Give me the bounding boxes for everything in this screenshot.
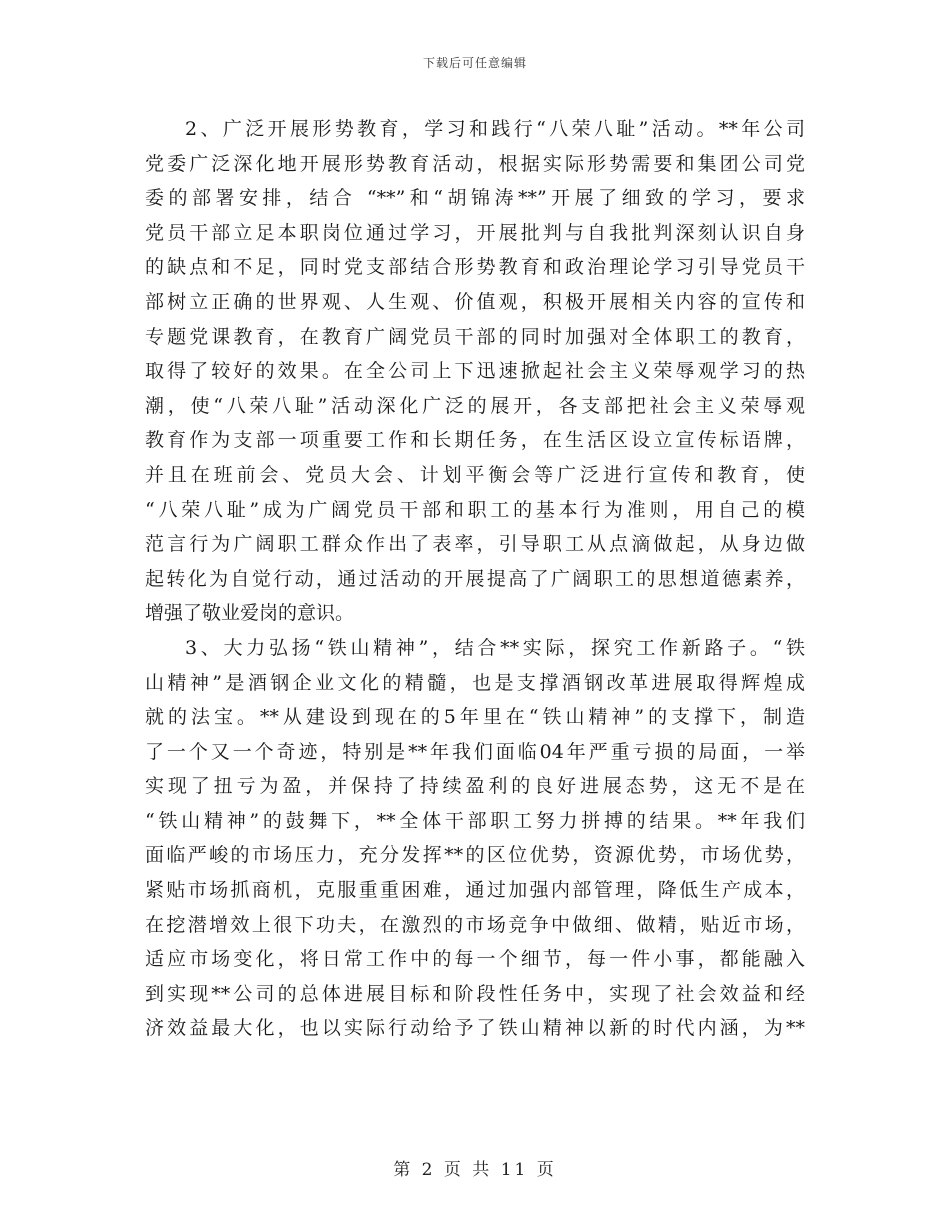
- text-line: 的缺点和不足，同时党支部结合形势教育和政治理论学习引导党员干: [145, 256, 805, 279]
- text-line: 专题党课教育，在教育广阔党员干部的同时加强对全体职工的教育，: [145, 325, 805, 348]
- page-header: 下载后可任意编辑: [422, 56, 527, 70]
- text-line: 紧贴市场抓商机，克服重重困难，通过加强内部管理，降低生产成本，: [145, 879, 805, 902]
- text-line: 在挖潜增效上很下功夫，在激烈的市场竞争中做细、做精，贴近市场，: [145, 913, 805, 936]
- text-line: 增强了敬业爱岗的意识。: [145, 602, 355, 625]
- text-line: 2、广泛开展形势教育，学习和践行“八荣八耻”活动。**年公司: [185, 118, 805, 140]
- text-line: 并且在班前会、党员大会、计划平衡会等广泛进行宣传和教育，使: [145, 463, 805, 486]
- text-line: 党委广泛深化地开展形势教育活动，根据实际形势需要和集团公司党: [145, 152, 805, 175]
- text-line: 3、大力弘扬“铁山精神”，结合**实际，探究工作新路子。“铁: [185, 636, 805, 659]
- page-number-footer: 第 2 页 共 11 页: [393, 1160, 557, 1180]
- text-line: 党员干部立足本职岗位通过学习，开展批判与自我批判深刻认识自身: [145, 221, 805, 244]
- text-line: 面临严峻的市场压力，充分发挥**的区位优势，资源优势，市场优势，: [145, 844, 805, 867]
- text-line: 范言行为广阔职工群众作出了表率，引导职工从点滴做起，从身边做: [145, 533, 805, 556]
- text-line: 起转化为自觉行动，通过活动的开展提高了广阔职工的思想道德素养，: [145, 567, 805, 590]
- text-line: 了一个又一个奇迹，特别是**年我们面临04年严重亏损的局面，一举: [145, 740, 805, 763]
- paragraph-3: [145, 631, 805, 1046]
- text-line: 到实现**公司的总体进展目标和阶段性任务中，实现了社会效益和经: [145, 982, 805, 1005]
- document-body: [145, 112, 805, 1046]
- text-line: 部树立正确的世界观、人生观、价值观，积极开展相关内容的宣传和: [145, 290, 805, 313]
- text-line: 就的法宝。**从建设到现在的5年里在“铁山精神”的支撑下，制造: [145, 706, 805, 729]
- text-line: 取得了较好的效果。在全公司上下迅速掀起社会主义荣辱观学习的热: [145, 360, 805, 383]
- text-line: 潮，使“八荣八耻”活动深化广泛的展开，各支部把社会主义荣辱观: [145, 394, 805, 417]
- text-line: 山精神”是酒钢企业文化的精髓，也是支撑酒钢改革进展取得辉煌成: [145, 671, 805, 694]
- paragraph-2: [145, 112, 805, 631]
- text-line: “八荣八耻”成为广阔党员干部和职工的基本行为准则，用自己的模: [145, 498, 805, 521]
- text-line: “铁山精神”的鼓舞下，**全体干部职工努力拼搏的结果。**年我们: [145, 809, 805, 832]
- text-line: 济效益最大化，也以实际行动给予了铁山精神以新的时代内涵，为**: [145, 1017, 805, 1040]
- text-line: 实现了扭亏为盈，并保持了持续盈利的良好进展态势，这无不是在: [145, 775, 805, 798]
- text-line: 教育作为支部一项重要工作和长期任务，在生活区设立宣传标语牌，: [145, 429, 805, 452]
- text-line: 委的部署安排，结合 “**”和“胡锦涛**”开展了细致的学习，要求: [145, 187, 805, 210]
- text-line: 适应市场变化，将日常工作中的每一个细节，每一件小事，都能融入: [145, 948, 805, 971]
